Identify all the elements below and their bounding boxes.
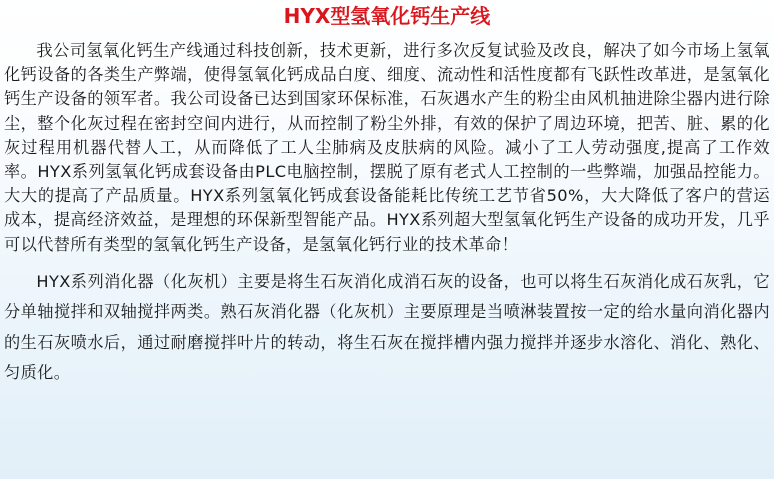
paragraph-digester: HYX系列消化器（化灰机）主要是将生石灰消化成消石灰的设备，也可以将生石灰消化成石灰乳，它分单轴搅拌和双轴搅拌两类。熟石灰消化器（化灰机）主要原理是当喷淋装置按一定的给水量向消化器内的生石灰喷水后，通过耐磨搅拌叶片的转动，将生石灰在搅拌槽内强力搅拌并逐步水溶化、消化、熟化、匀质化。 <box>4 271 770 383</box>
document-title: HYX型氢氧化钙生产线 <box>283 4 491 28</box>
paragraph-intro: 我公司氢氧化钙生产线通过科技创新，技术更新，进行多次反复试验及改良，解决了如今市场上氢氧化钙设备的各类生产弊端，使得氢氧化钙成品白度、细度、流动性和活性度都有飞跃性改革进，是氢氧化钙生产设备的领军者。我公司设备已达到国家环保标准，石灰遇水产生的粉尘由风机抽进除尘器内进行除尘，整个化灰过程在密封空间内进行，从而控制了粉尘外排，有效的保护了周边环境，把苦、脏、累的化灰过程用机器代替人工，从而降低了工人尘肺病及皮肤病的风险。减小了工人劳动强度,提高了工作效率。HYX系列氢氧化钙成套设备由PLC电脑控制，摆脱了原有老式人工控制的一些弊端，加强品控能力。大大的提高了产品质量。HYX系列氢氧化钙成套设备能耗比传统工艺节省50%，大大降低了客户的营运成本，提高经济效益，是理想的环保新型智能产品。HYX系列超大型氢氧化钙生产设备的成功开发，几乎可以代替所有类型的氢氧化钙生产设备，是氢氧化钙行业的技术革命！ <box>4 41 770 254</box>
